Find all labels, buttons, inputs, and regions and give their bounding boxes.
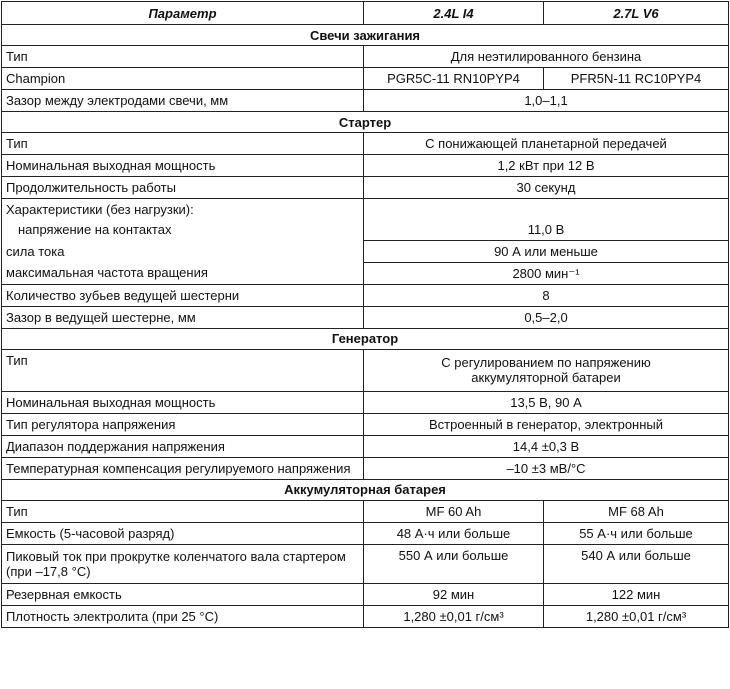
row-value-line2: аккумуляторной батареи	[471, 370, 621, 385]
row-value: Встроенный в генератор, электронный	[364, 413, 729, 435]
table-row	[2, 605, 729, 627]
row-label: максимальная частота вращения	[2, 262, 364, 284]
table-row	[2, 413, 729, 435]
table-row	[2, 583, 729, 605]
row-value-col1: 48 А·ч или больше	[364, 522, 544, 544]
row-label-line2: (при –17,8 °С)	[6, 563, 91, 579]
row-label: Зазор между электродами свечи, мм	[2, 90, 364, 112]
row-label: Champion	[2, 68, 364, 90]
table-row	[2, 522, 729, 544]
section-battery	[2, 479, 729, 500]
row-label: Продолжительность работы	[2, 177, 364, 199]
row-label: Тип	[2, 133, 364, 155]
header-col1: 2.4L I4	[364, 2, 544, 25]
row-label: Температурная компенсация регулируемого напряжения	[2, 457, 364, 479]
row-label: Номинальная выходная мощность	[2, 391, 364, 413]
row-value-col1: MF 60 Ah	[364, 500, 544, 522]
row-label: Диапазон поддержания напряжения	[2, 435, 364, 457]
row-label: Тип	[2, 500, 364, 522]
header-param: Параметр	[2, 2, 364, 25]
row-value: –10 ±3 мВ/°С	[364, 457, 729, 479]
row-value-col2: MF 68 Ah	[544, 500, 729, 522]
header-col2: 2.7L V6	[544, 2, 729, 25]
row-value: 1,0–1,1	[364, 90, 729, 112]
row-value-col1: 550 А или больше	[364, 544, 544, 583]
row-value-line1: С регулированием по напряжению	[441, 355, 651, 370]
row-label: Количество зубьев ведущей шестерни	[2, 284, 364, 306]
row-label: Номинальная выходная мощность	[2, 155, 364, 177]
spec-table	[1, 1, 729, 628]
row-label: сила тока	[2, 240, 364, 262]
row-value-col1: 1,280 ±0,01 г/см³	[364, 605, 544, 627]
table-row	[2, 544, 729, 583]
row-label: Тип	[2, 46, 364, 68]
row-value-col1: 92 мин	[364, 583, 544, 605]
row-value: 30 секунд	[364, 177, 729, 199]
row-value: 8	[364, 284, 729, 306]
row-value-col2: 540 А или больше	[544, 544, 729, 583]
row-value-col2: 122 мин	[544, 583, 729, 605]
table-row	[2, 90, 729, 112]
characteristics-label: Характеристики (без нагрузки):	[6, 202, 194, 217]
table-row	[2, 240, 729, 262]
section-title: Аккумуляторная батарея	[2, 479, 729, 500]
row-label: Зазор в ведущей шестерне, мм	[2, 306, 364, 328]
table-row	[2, 262, 729, 284]
table-row	[2, 306, 729, 328]
row-value: С понижающей планетарной передачей	[364, 133, 729, 155]
voltage-label: напряжение на контактах	[18, 222, 172, 237]
row-value-col2: 55 А·ч или больше	[544, 522, 729, 544]
row-value: 0,5–2,0	[364, 306, 729, 328]
row-value: 11,0 В	[364, 199, 729, 241]
row-label-line1: Пиковый ток при прокрутке коленчатого вала стартером	[6, 548, 346, 564]
section-generator	[2, 328, 729, 349]
table-row	[2, 457, 729, 479]
row-value: 14,4 ±0,3 В	[364, 435, 729, 457]
table-row	[2, 177, 729, 199]
row-label: Плотность электролита (при 25 °С)	[2, 605, 364, 627]
table-row	[2, 500, 729, 522]
section-starter	[2, 112, 729, 133]
section-spark	[2, 25, 729, 46]
table-row	[2, 349, 729, 391]
row-label-group	[2, 199, 364, 241]
row-label	[2, 544, 364, 583]
row-value	[364, 349, 729, 391]
section-title: Генератор	[2, 328, 729, 349]
row-value: 2800 мин⁻¹	[364, 262, 729, 284]
table-row	[2, 435, 729, 457]
row-value: 90 А или меньше	[364, 240, 729, 262]
table-row	[2, 284, 729, 306]
section-title: Стартер	[2, 112, 729, 133]
row-label: Резервная емкость	[2, 583, 364, 605]
table-row	[2, 155, 729, 177]
row-label: Тип	[2, 349, 364, 391]
row-value: Для неэтилированного бензина	[364, 46, 729, 68]
row-label: Тип регулятора напряжения	[2, 413, 364, 435]
row-label: Емкость (5-часовой разряд)	[2, 522, 364, 544]
table-row	[2, 391, 729, 413]
row-value: 13,5 В, 90 А	[364, 391, 729, 413]
table-row	[2, 46, 729, 68]
row-value-col2: PFR5N-11 RC10PYP4	[544, 68, 729, 90]
row-value: 1,2 кВт при 12 В	[364, 155, 729, 177]
row-value-col1: PGR5C-11 RN10PYP4	[364, 68, 544, 90]
row-value-col2: 1,280 ±0,01 г/см³	[544, 605, 729, 627]
section-title: Свечи зажигания	[2, 25, 729, 46]
table-row	[2, 133, 729, 155]
table-row	[2, 199, 729, 241]
table-row	[2, 68, 729, 90]
header-row	[2, 2, 729, 25]
